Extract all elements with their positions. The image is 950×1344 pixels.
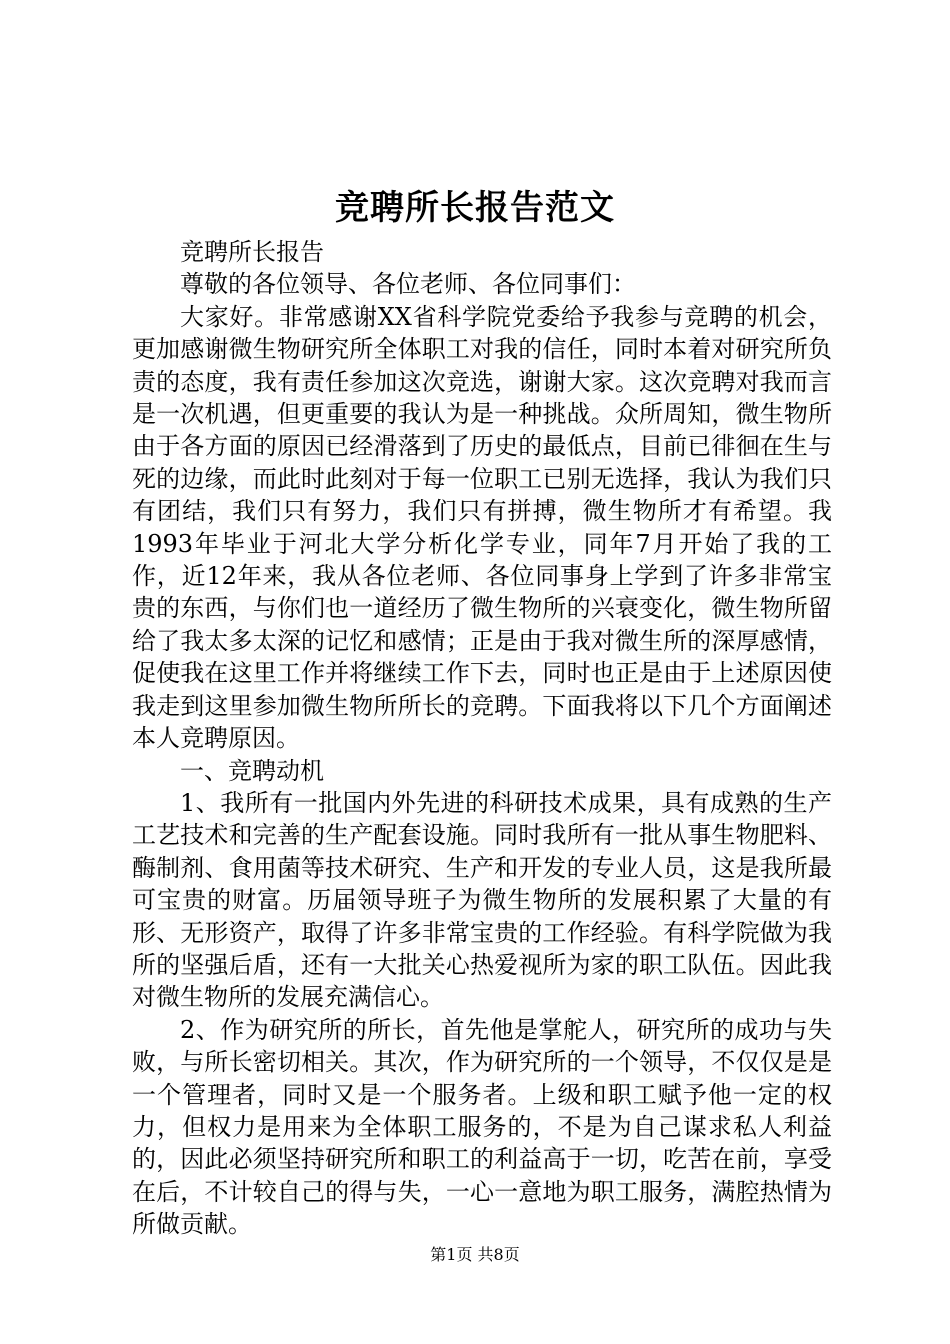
page-number-footer: 第1页 共8页 xyxy=(430,1245,520,1264)
document-title: 竞聘所长报告范文 xyxy=(335,188,615,228)
document-body xyxy=(132,236,832,1241)
paragraph-introduction: 大家好。非常感谢XX省科学院党委给予我参与竞聘的机会，更加感谢微生物研究所全体职工对我的信任，同时本着对研究所负责的态度，我有责任参加这次竞选，谢谢大家。这次竞聘对我而言是一次机遇，但更重要的我认为是一种挑战。众所周知，微生物所由于各方面的原因已经滑落到了历史的最低点，目前已徘徊在生与死的边缘，而此时此刻对于每一位职工已别无选择，我认为我们只有团结，我们只有努力，我们只有拼搏，微生物所才有希望。我1993年毕业于河北大学分析化学专业，同年7月开始了我的工作，近12年来，我从各位老师、各位同事身上学到了许多非常宝贵的东西，与你们也一道经历了微生物所的兴衰变化，微生物所留给了我太多太深的记忆和感情；正是由于我对微生所的深厚感情，促使我在这里工作并将继续工作下去，同时也正是由于上述原因使我走到这里参加微生物所所长的竞聘。下面我将以下几个方面阐述本人竞聘原因。 xyxy=(132,302,832,753)
section-heading-motivation: 一、竞聘动机 xyxy=(180,756,324,785)
paragraph-heading: 竞聘所长报告 xyxy=(180,238,324,266)
paragraph-salutation: 尊敬的各位领导、各位老师、各位同事们： xyxy=(180,270,636,299)
paragraph-motivation-1: 1、我所有一批国内外先进的科研技术成果，具有成熟的生产工艺技术和完善的生产配套设施。同时我所有一批从事生物肥料、酶制剂、食用菌等技术研究、生产和开发的专业人员，这是我所最可宝贵的财富。历届领导班子为微生物所的发展积累了大量的有形、无形资产，取得了许多非常宝贵的工作经验。有科学院做为我所的坚强后盾，还有一大批关心热爱视所为家的职工队伍。因此我对微生物所的发展充满信心。 xyxy=(132,788,832,1012)
paragraph-motivation-2: 2、作为研究所的所长，首先他是掌舵人，研究所的成功与失败，与所长密切相关。其次，作为研究所的一个领导，不仅仅是是一个管理者，同时又是一个服务者。上级和职工赋予他一定的权力，但权力是用来为全体职工服务的，不是为自己谋求私人利益的，因此必须坚持研究所和职工的利益高于一切，吃苦在前，享受在后，不计较自己的得与失，一心一意地为职工服务，满腔热情为所做贡献。 xyxy=(132,1015,832,1239)
